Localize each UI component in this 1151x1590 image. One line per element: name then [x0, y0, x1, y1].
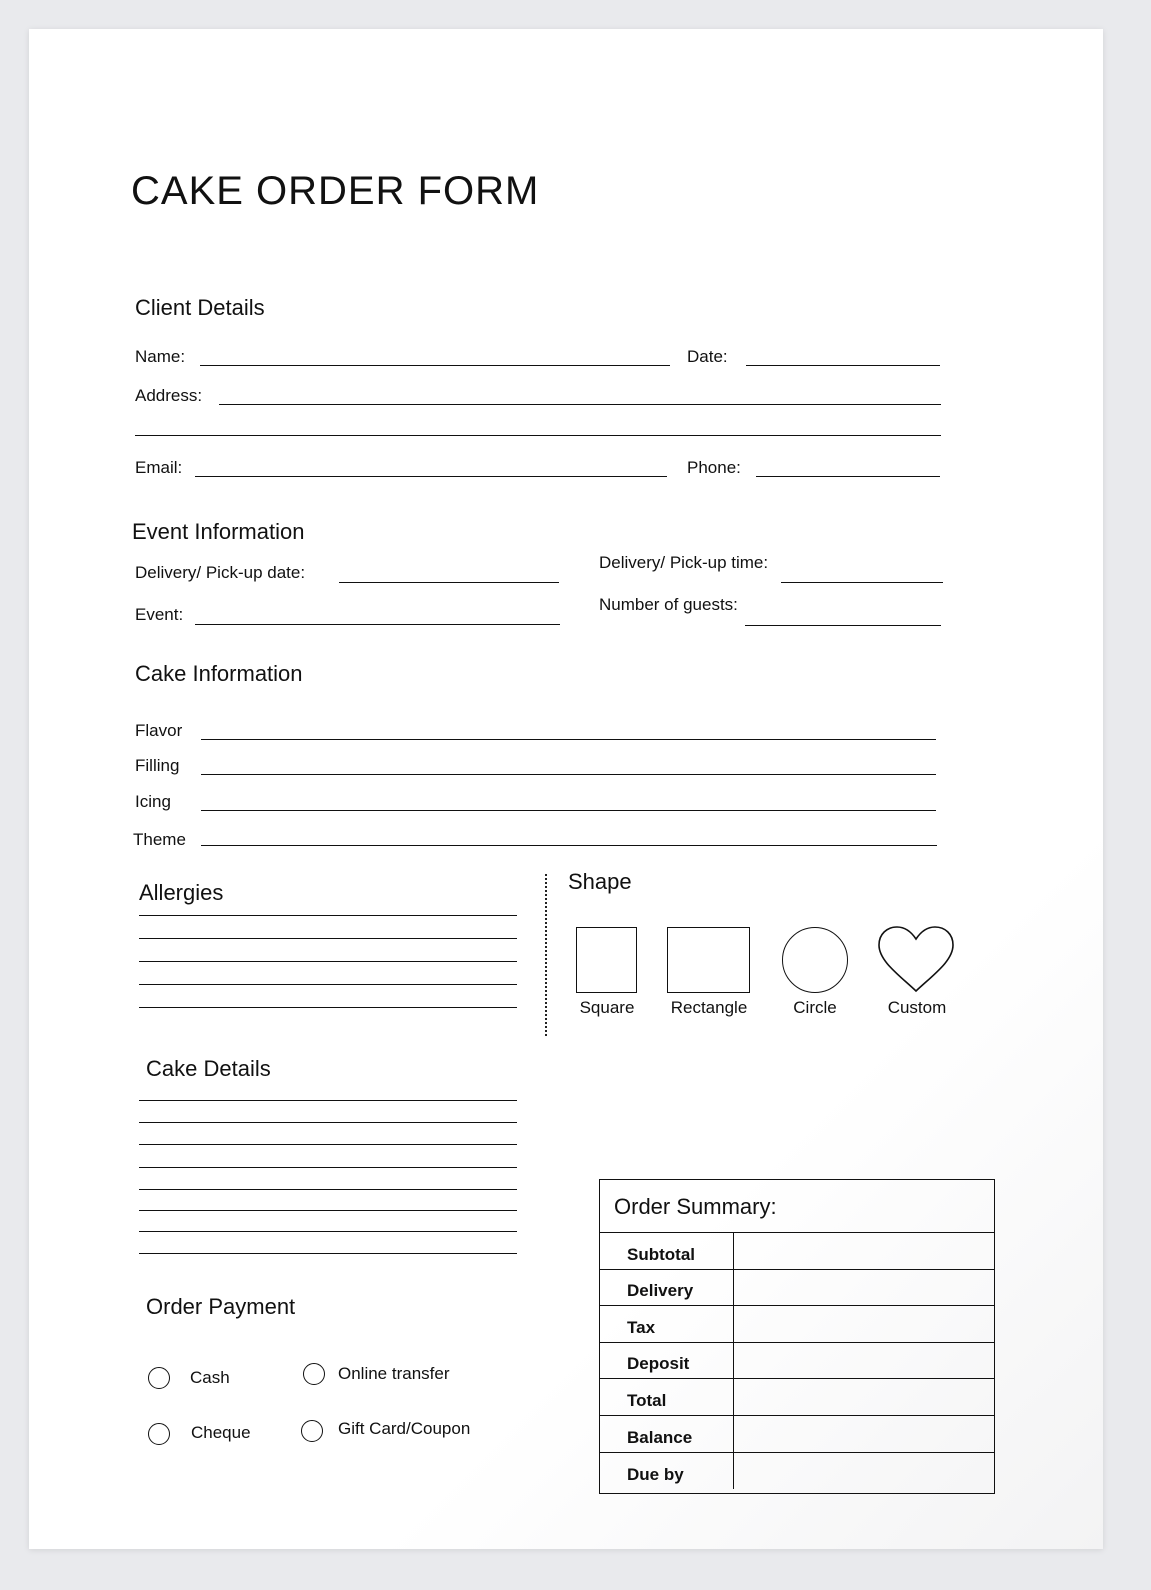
name-label: Name:: [135, 347, 186, 366]
pickup-time-field[interactable]: [781, 582, 943, 583]
email-field[interactable]: [195, 476, 667, 477]
delivery-value-cell[interactable]: [734, 1270, 994, 1306]
cake-details-line[interactable]: [139, 1100, 517, 1101]
total-label: Total: [600, 1379, 734, 1415]
address-field[interactable]: [219, 404, 941, 405]
tax-label: Tax: [600, 1306, 734, 1342]
pickup-date-label: Delivery/ Pick-up date:: [135, 563, 306, 582]
allergies-heading: Allergies: [139, 880, 224, 905]
online-transfer-label: Online transfer: [338, 1364, 450, 1383]
phone-field[interactable]: [756, 476, 940, 477]
summary-row-due-by: [600, 1453, 994, 1490]
heart-shape-option[interactable]: [877, 925, 955, 995]
gift-card-radio[interactable]: [301, 1420, 323, 1442]
event-info-heading: Event Information: [132, 519, 305, 544]
pickup-time-label: Delivery/ Pick-up time:: [599, 553, 769, 572]
pickup-date-field[interactable]: [339, 582, 559, 583]
balance-label: Balance: [600, 1416, 734, 1452]
filling-label: Filling: [135, 756, 180, 775]
custom-caption: Custom: [887, 998, 947, 1017]
order-summary-table: [599, 1179, 995, 1494]
summary-row-delivery: [600, 1270, 994, 1307]
gift-card-label: Gift Card/Coupon: [338, 1419, 471, 1438]
deposit-value-cell[interactable]: [734, 1343, 994, 1379]
name-field[interactable]: [200, 365, 670, 366]
cash-label: Cash: [190, 1368, 230, 1387]
order-summary-heading: Order Summary:: [614, 1194, 777, 1219]
cake-details-line[interactable]: [139, 1210, 517, 1211]
tax-value-cell[interactable]: [734, 1306, 994, 1342]
order-summary-rows: [600, 1232, 994, 1489]
summary-row-balance: [600, 1416, 994, 1453]
form-title: CAKE ORDER FORM: [131, 169, 540, 213]
square-shape-option[interactable]: [576, 927, 637, 993]
address-field-line-2[interactable]: [135, 435, 941, 436]
delivery-label: Delivery: [600, 1270, 734, 1306]
summary-row-deposit: [600, 1343, 994, 1380]
flavor-label: Flavor: [135, 721, 183, 740]
cake-details-line[interactable]: [139, 1122, 517, 1123]
guests-label: Number of guests:: [599, 595, 738, 614]
cake-details-line[interactable]: [139, 1144, 517, 1145]
allergies-line[interactable]: [139, 961, 517, 962]
order-payment-heading: Order Payment: [146, 1294, 296, 1319]
address-label: Address:: [135, 386, 203, 405]
allergies-line[interactable]: [139, 1007, 517, 1008]
rectangle-caption: Rectangle: [670, 998, 748, 1017]
section-divider: [545, 874, 547, 1036]
circle-shape-option[interactable]: [782, 927, 848, 993]
filling-field[interactable]: [201, 774, 936, 775]
flavor-field[interactable]: [201, 739, 936, 740]
subtotal-value-cell[interactable]: [734, 1233, 994, 1269]
cake-details-line[interactable]: [139, 1231, 517, 1232]
balance-value-cell[interactable]: [734, 1416, 994, 1452]
event-label: Event:: [135, 605, 184, 624]
summary-row-tax: [600, 1306, 994, 1343]
cash-radio[interactable]: [148, 1367, 170, 1389]
allergies-line[interactable]: [139, 984, 517, 985]
due-by-label: Due by: [600, 1453, 734, 1490]
summary-row-total: [600, 1379, 994, 1416]
email-label: Email:: [135, 458, 183, 477]
allergies-line[interactable]: [139, 938, 517, 939]
summary-row-subtotal: [600, 1233, 994, 1270]
online-transfer-radio[interactable]: [303, 1363, 325, 1385]
circle-caption: Circle: [793, 998, 837, 1017]
deposit-label: Deposit: [600, 1343, 734, 1379]
cheque-radio[interactable]: [148, 1423, 170, 1445]
icing-field[interactable]: [201, 810, 936, 811]
theme-label: Theme: [133, 830, 186, 849]
cheque-label: Cheque: [191, 1423, 251, 1442]
guests-field[interactable]: [745, 625, 941, 626]
cake-details-line[interactable]: [139, 1253, 517, 1254]
cake-info-heading: Cake Information: [135, 661, 303, 686]
cake-details-line[interactable]: [139, 1189, 517, 1190]
cake-details-line[interactable]: [139, 1167, 517, 1168]
date-label: Date:: [687, 347, 728, 366]
phone-label: Phone:: [687, 458, 741, 477]
client-details-heading: Client Details: [135, 295, 265, 320]
theme-field[interactable]: [201, 845, 937, 846]
total-value-cell[interactable]: [734, 1379, 994, 1415]
square-caption: Square: [579, 998, 635, 1017]
due-by-value-cell[interactable]: [734, 1453, 994, 1490]
subtotal-label: Subtotal: [600, 1233, 734, 1269]
cake-details-heading: Cake Details: [146, 1056, 271, 1081]
shape-heading: Shape: [568, 869, 632, 894]
rectangle-shape-option[interactable]: [667, 927, 750, 993]
form-sheet: [29, 29, 1103, 1549]
allergies-line[interactable]: [139, 915, 517, 916]
icing-label: Icing: [135, 792, 171, 811]
date-field[interactable]: [746, 365, 940, 366]
event-field[interactable]: [195, 624, 560, 625]
